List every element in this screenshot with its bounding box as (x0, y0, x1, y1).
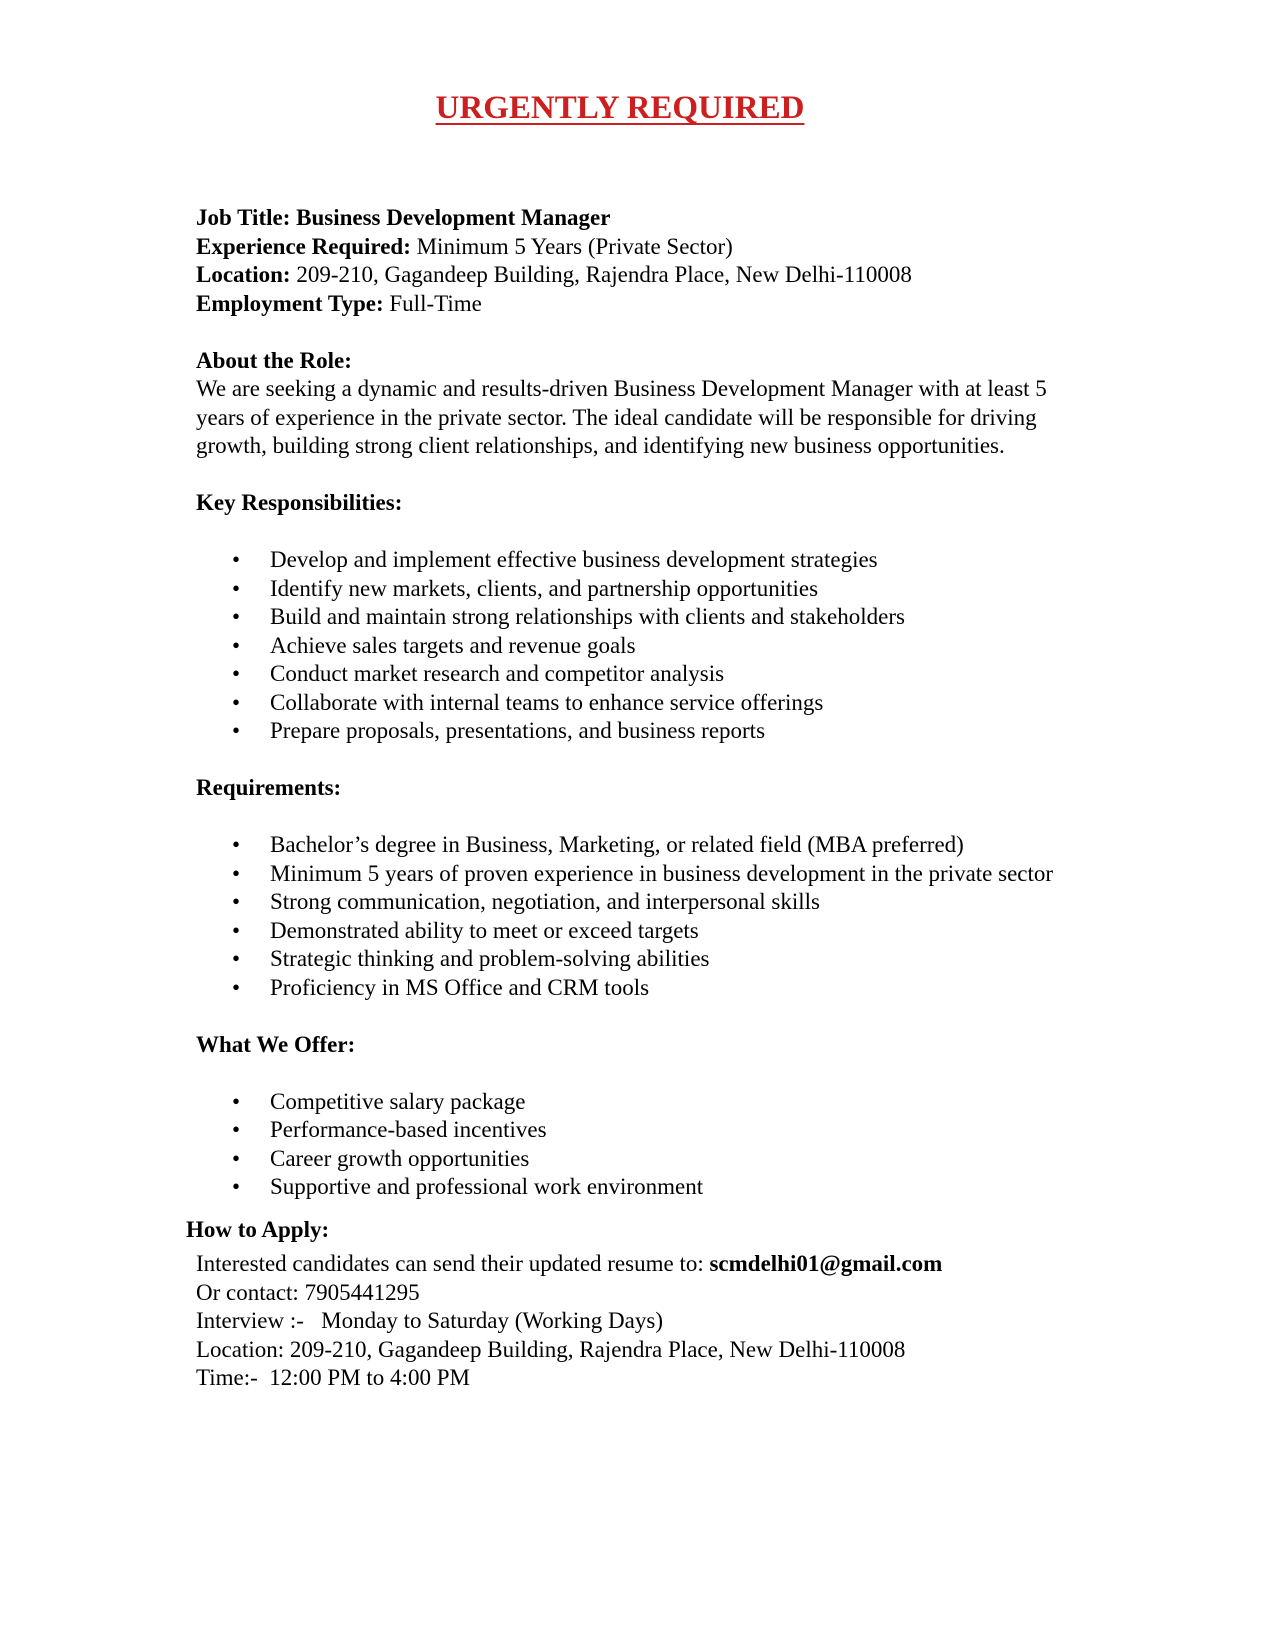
bullet-icon: • (232, 946, 241, 971)
job-title-line (196, 204, 1156, 233)
bullet-icon: • (232, 547, 241, 572)
bullet-icon: • (232, 1174, 241, 1199)
responsibilities-list (196, 546, 1156, 746)
bullet-icon: • (232, 718, 241, 743)
bullet-icon: • (232, 1117, 241, 1142)
employment-type-line (196, 290, 1156, 319)
bullet-icon: • (232, 575, 241, 601)
bullet-icon: • (232, 1145, 241, 1171)
job-posting (186, 204, 1156, 1393)
job-title-value: Business Development Manager (296, 205, 611, 230)
list-item: • Build and maintain strong relationships with clients and stakeholders (196, 603, 1156, 632)
bullet-icon: • (232, 689, 241, 715)
apply-interview: Interview :- Monday to Saturday (Working Days) (196, 1308, 663, 1333)
page-title (0, 88, 1240, 128)
apply-contact: Or contact: 7905441295 (196, 1279, 420, 1305)
bullet-icon: • (232, 974, 241, 1000)
job-title-label: Job Title: (196, 205, 291, 230)
bullet-icon: • (232, 604, 241, 629)
requirements-heading: Requirements: (196, 775, 342, 800)
list-item: • Achieve sales targets and revenue goals (196, 632, 1156, 661)
page-title-text: URGENTLY REQUIRED (435, 90, 805, 126)
list-item: • Minimum 5 years of proven experience in business development in the private sector (196, 860, 1156, 889)
responsibilities-heading: Key Responsibilities: (196, 490, 403, 515)
apply-heading: How to Apply: (186, 1216, 330, 1242)
bullet-icon: • (232, 1088, 241, 1114)
list-item: • Collaborate with internal teams to enhance service offerings (196, 689, 1156, 718)
experience-value: Minimum 5 Years (Private Sector) (416, 233, 733, 259)
bullet-icon: • (232, 832, 241, 857)
apply-resume-text: Interested candidates can send their updated resume to: (196, 1251, 710, 1276)
list-item: • Performance-based incentives (196, 1116, 1156, 1145)
about-heading: About the Role: (196, 347, 352, 373)
employment-type-label: Employment Type: (196, 290, 384, 316)
list-item: • Demonstrated ability to meet or exceed targets (196, 917, 1156, 946)
list-item: • Supportive and professional work environment (196, 1173, 1156, 1202)
bullet-icon: • (232, 661, 241, 686)
location-value: 209-210, Gagandeep Building, Rajendra Place, New Delhi-110008 (296, 262, 912, 287)
location-label: Location: (196, 262, 291, 287)
about-line: growth, building strong client relationships, and identifying new business opportunities. (196, 433, 1005, 458)
offer-heading: What We Offer: (196, 1031, 356, 1057)
bullet-icon: • (232, 632, 241, 658)
list-item: • Develop and implement effective business development strategies (196, 546, 1156, 575)
apply-time: Time:- 12:00 PM to 4:00 PM (196, 1365, 470, 1390)
location-line (196, 261, 1156, 290)
experience-label: Experience Required: (196, 233, 411, 259)
apply-resume-line (196, 1250, 1156, 1279)
list-item: • Competitive salary package (196, 1088, 1156, 1117)
list-item: • Strong communication, negotiation, and interpersonal skills (196, 888, 1156, 917)
requirements-list (196, 831, 1156, 1002)
list-item: • Conduct market research and competitor analysis (196, 660, 1156, 689)
offer-list (196, 1088, 1156, 1202)
list-item: • Proficiency in MS Office and CRM tools (196, 974, 1156, 1003)
list-item: • Strategic thinking and problem-solving abilities (196, 945, 1156, 974)
bullet-icon: • (232, 889, 241, 914)
bullet-icon: • (232, 860, 241, 886)
experience-line (196, 233, 1156, 262)
list-item: • Career growth opportunities (196, 1145, 1156, 1174)
about-line: We are seeking a dynamic and results-driven Business Development Manager with at least 5 (196, 376, 1047, 401)
list-item: • Prepare proposals, presentations, and business reports (196, 717, 1156, 746)
apply-location: Location: 209-210, Gagandeep Building, Rajendra Place, New Delhi-110008 (196, 1336, 906, 1362)
bullet-icon: • (232, 917, 241, 943)
employment-type-value: Full-Time (389, 290, 482, 316)
list-item: • Bachelor’s degree in Business, Marketing, or related field (MBA preferred) (196, 831, 1156, 860)
about-line: years of experience in the private sector. The ideal candidate will be responsible for driving (196, 404, 1037, 430)
apply-email[interactable]: scmdelhi01@gmail.com (709, 1251, 943, 1276)
list-item: • Identify new markets, clients, and partnership opportunities (196, 575, 1156, 604)
